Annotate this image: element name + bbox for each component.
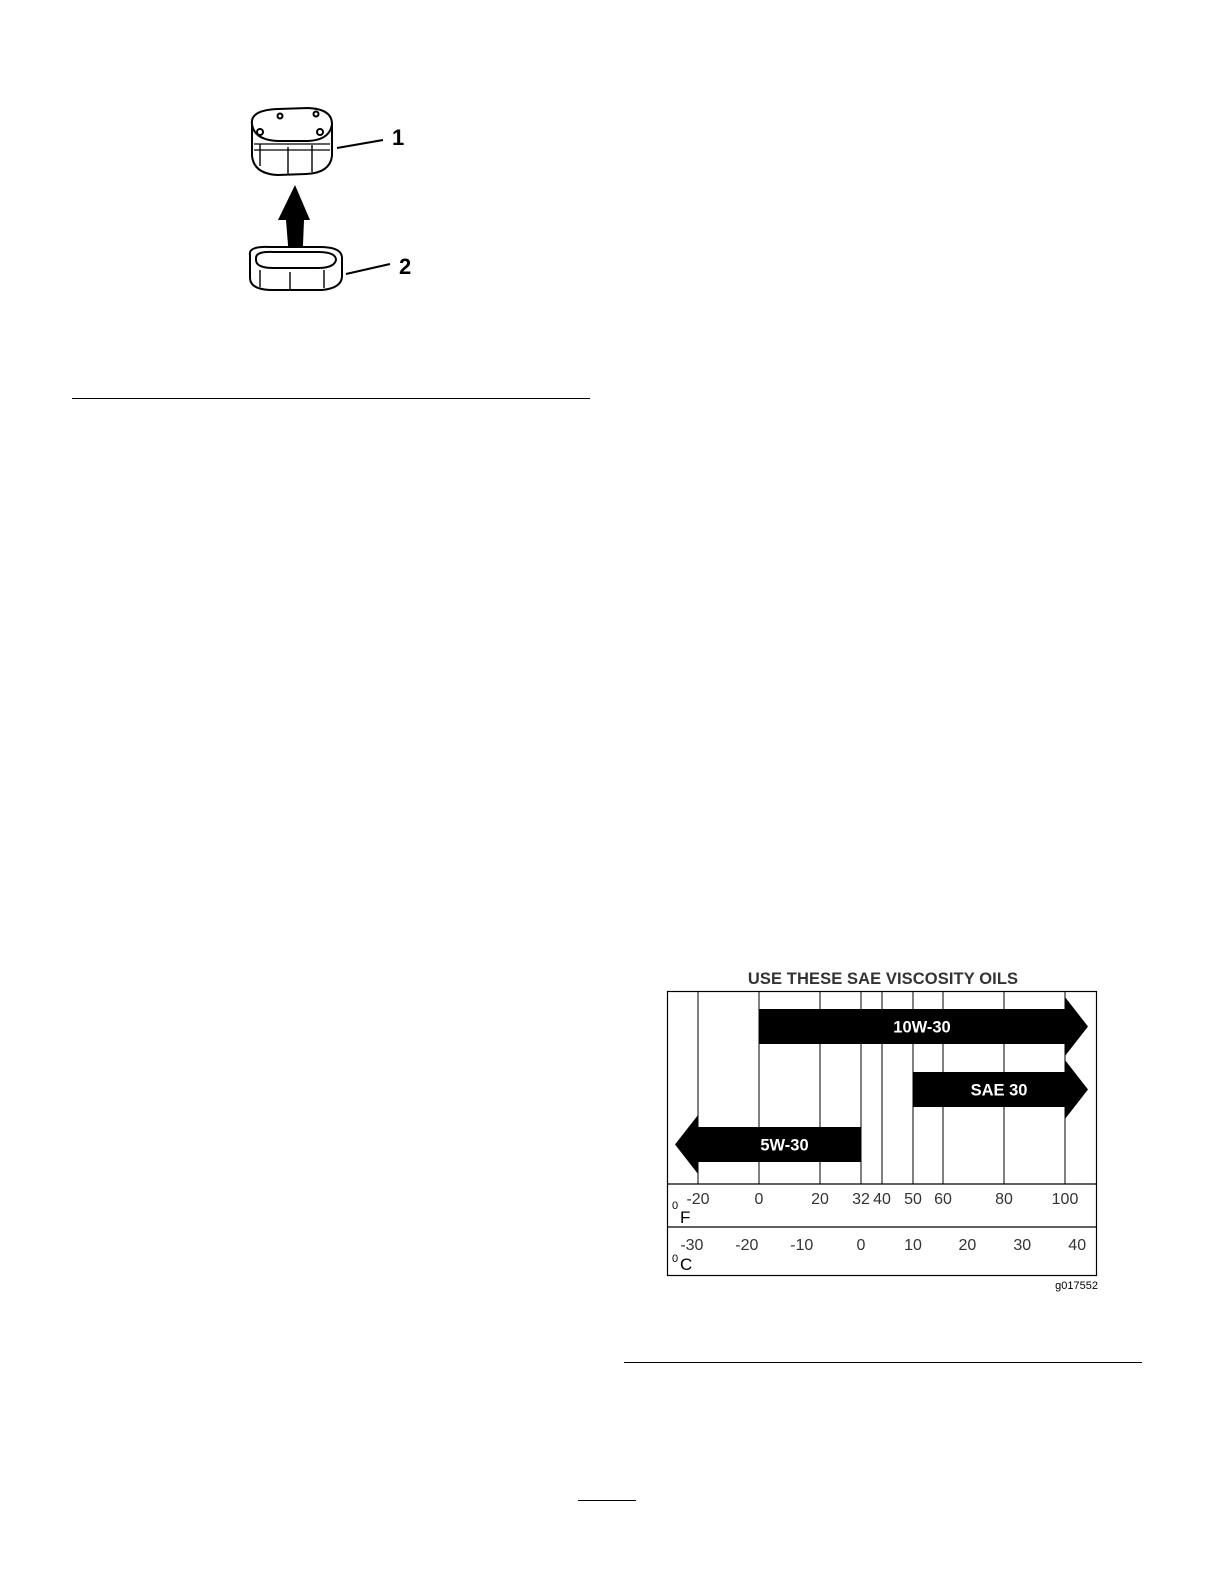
air-filter-illustration bbox=[230, 100, 440, 315]
filter-element-drawing bbox=[252, 108, 332, 175]
fahrenheit-tick-label: 50 bbox=[904, 1191, 922, 1208]
celsius-unit-label: C bbox=[680, 1255, 693, 1274]
callout-label-1: 1 bbox=[392, 125, 405, 150]
fahrenheit-tick-label: 32 bbox=[852, 1191, 870, 1208]
fahrenheit-tick-label: 40 bbox=[873, 1191, 891, 1208]
figure-code: g017552 bbox=[1055, 1280, 1098, 1292]
celsius-tick-label: 40 bbox=[1068, 1237, 1087, 1254]
page-number-rule bbox=[578, 1500, 636, 1501]
fahrenheit-degree-mark: 0 bbox=[672, 1200, 679, 1212]
fahrenheit-tick-label: 80 bbox=[995, 1191, 1013, 1208]
callout-leader-2 bbox=[346, 264, 390, 274]
celsius-tick-label: -10 bbox=[790, 1237, 814, 1254]
fahrenheit-tick-label: 60 bbox=[934, 1191, 952, 1208]
celsius-degree-mark: 0 bbox=[672, 1253, 679, 1265]
celsius-tick-label: 0 bbox=[856, 1237, 866, 1254]
oil-bar-label: SAE 30 bbox=[970, 1081, 1028, 1100]
figure-divider-left bbox=[72, 398, 590, 399]
chart-title: USE THESE SAE VISCOSITY OILS bbox=[747, 970, 1019, 988]
callout-leader-1 bbox=[337, 140, 383, 148]
celsius-tick-label: 30 bbox=[1013, 1237, 1032, 1254]
fahrenheit-tick-label: -20 bbox=[686, 1191, 710, 1208]
oil-bar-label: 5W-30 bbox=[760, 1136, 809, 1155]
fahrenheit-tick-label: 20 bbox=[811, 1191, 829, 1208]
fahrenheit-tick-label: 0 bbox=[754, 1191, 764, 1208]
celsius-tick-label: -30 bbox=[680, 1237, 704, 1254]
celsius-tick-label: 10 bbox=[904, 1237, 922, 1254]
pre-cleaner-drawing bbox=[250, 247, 342, 290]
celsius-tick-label: 20 bbox=[958, 1237, 977, 1254]
viscosity-chart bbox=[660, 985, 1100, 1280]
callout-label-2: 2 bbox=[399, 254, 412, 279]
fahrenheit-unit-label: F bbox=[680, 1208, 691, 1227]
oil-bar-label: 10W-30 bbox=[893, 1018, 951, 1037]
celsius-tick-label: -20 bbox=[735, 1237, 759, 1254]
figure-divider-right bbox=[624, 1362, 1142, 1363]
fahrenheit-tick-label: 100 bbox=[1051, 1191, 1079, 1208]
